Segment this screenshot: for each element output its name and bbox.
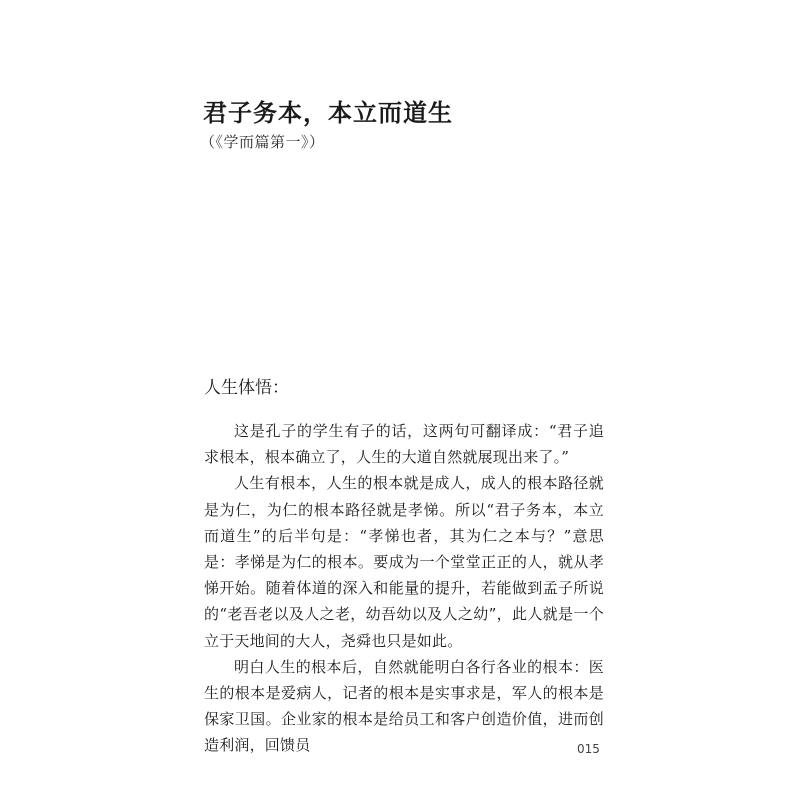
chapter-title: 君子务本，本立而道生: [203, 99, 453, 127]
paragraph: 明白人生的根本后，自然就能明白各行各业的根本：医生的根本是爱病人，记者的根本是实事求是，军人的根本是保家卫国。企业家的根本是给员工和客户创造价值，进而创造利润，回馈员: [204, 657, 604, 755]
page-number: 015: [577, 742, 600, 756]
section-heading: 人生体悟：: [204, 378, 289, 398]
body-text: [204, 418, 604, 759]
paragraph: 人生有根本，人生的根本就是成人，成人的根本路径就是为仁，为仁的根本路径就是孝悌。所以“君子务本，本立而道生”的后半句是：“孝悌也者，其为仁之本与？”意思是：孝悌是为仁的根本。要成为一个堂堂正正的人，就从孝悌开始。随着体道的深入和能量的提升，若能做到孟子所说的“老吾老以及人之老，幼吾幼以及人之幼”，此人就是一个立于天地间的大人，尧舜也只是如此。: [204, 474, 604, 650]
paragraph: 这是孔子的学生有子的话，这两句可翻译成：“君子追求根本，根本确立了，人生的大道自然就展现出来了。”: [204, 422, 604, 467]
chapter-source: （《学而篇第一》）: [200, 133, 325, 151]
